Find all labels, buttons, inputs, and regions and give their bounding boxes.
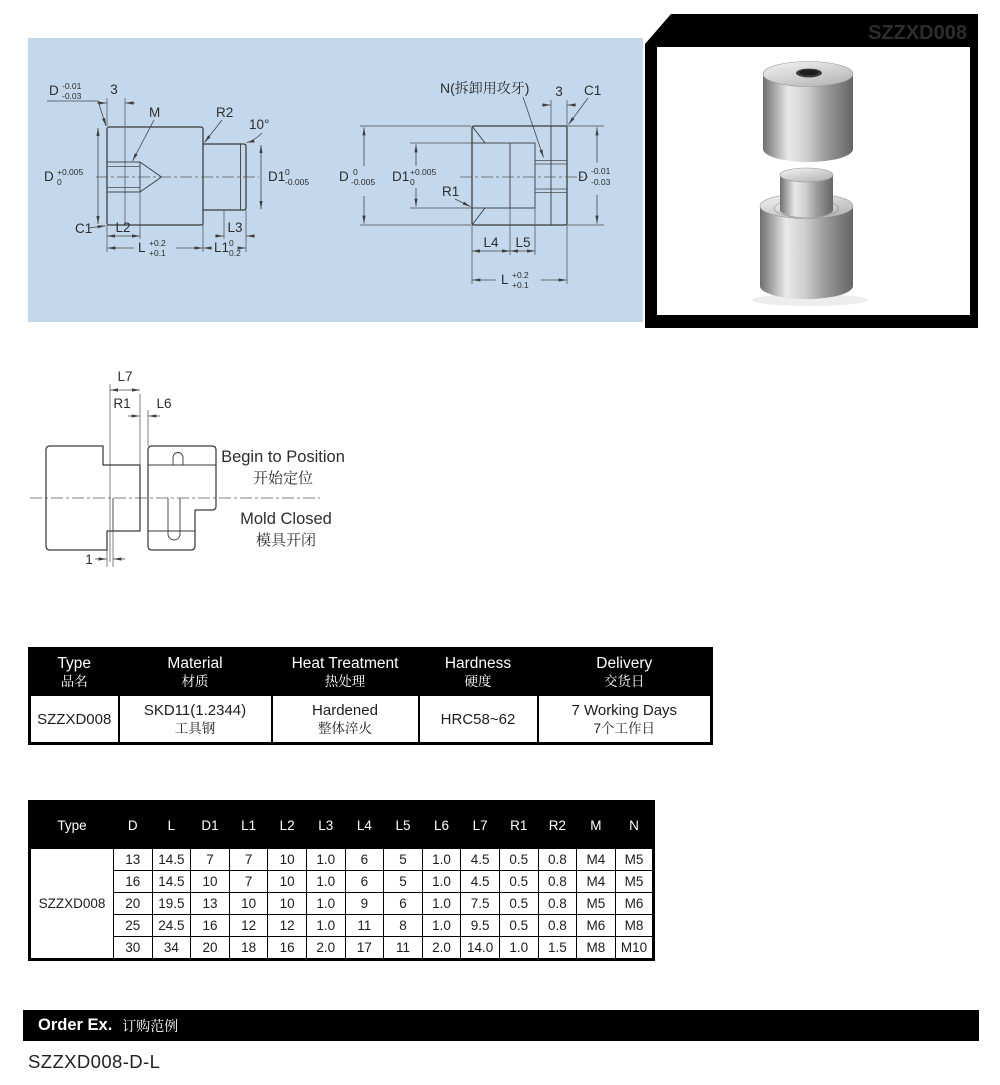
dim-cell: 7	[229, 849, 268, 871]
dim-cell: 2.0	[306, 937, 345, 960]
dim-row	[30, 937, 654, 960]
photo-top-cylinder	[763, 62, 853, 163]
dim-l7: L7	[117, 369, 133, 384]
dim-cell: 1.0	[306, 849, 345, 871]
dim-l1-sup: 0	[229, 238, 234, 248]
dim-d-collar-sub: -0.03	[62, 91, 82, 101]
dim-col-header: M	[577, 802, 616, 849]
dim-col-header: L1	[229, 802, 268, 849]
dim-n-note: N(拆卸用攻牙)	[440, 80, 530, 96]
dim-cell: 11	[345, 915, 384, 937]
right-section-view	[339, 80, 611, 290]
spec-col-material: Material 材质	[119, 649, 272, 696]
dim-l-right: L	[501, 272, 509, 287]
dim-cell: 13	[191, 893, 230, 915]
dim-l2: L2	[115, 220, 131, 235]
spec-col-hardness: Hardness 硬度	[419, 649, 538, 696]
dim-cell: 0.8	[538, 915, 577, 937]
dim-cell: 16	[191, 915, 230, 937]
dim-col-header: L4	[345, 802, 384, 849]
dim-row	[30, 893, 654, 915]
dim-cell: 10	[229, 893, 268, 915]
dim-d-od: D	[339, 169, 349, 184]
dim-cell: 1.0	[306, 893, 345, 915]
dim-cell: 1.0	[422, 849, 461, 871]
dim-col-header: L	[152, 802, 191, 849]
dim-col-header: L7	[461, 802, 500, 849]
dim-cell: 18	[229, 937, 268, 960]
dim-l5: L5	[515, 235, 531, 250]
section-views-drawing	[28, 38, 643, 322]
dim-r2: R2	[216, 105, 234, 120]
dim-table-body	[30, 849, 654, 960]
dim-cell: 4.5	[461, 871, 500, 893]
dim-c1: C1	[75, 221, 93, 236]
order-example-bar	[23, 1010, 979, 1041]
dim-header-row	[30, 802, 654, 849]
state1-label-zh: 开始定位	[252, 470, 314, 487]
dim-cell: 8	[384, 915, 423, 937]
dim-row	[30, 849, 654, 871]
dim-l-sub: +0.1	[149, 248, 166, 258]
dim-cell: 0.5	[499, 849, 538, 871]
dim-collar-width: 3	[110, 82, 118, 97]
dim-l1-sub: 0.2	[229, 248, 241, 258]
dim-cell: 13	[114, 849, 153, 871]
dim-cell: 25	[114, 915, 153, 937]
dim-d-collar: D	[49, 83, 59, 98]
spec-row	[30, 695, 712, 744]
dim-cell: M10	[615, 937, 654, 960]
dim-l3: L3	[227, 220, 243, 235]
dim-d1-bore: D1	[392, 169, 410, 184]
dim-cell: M6	[615, 893, 654, 915]
left-section-view	[44, 81, 309, 258]
dim-col-header: R2	[538, 802, 577, 849]
spec-col-delivery: Delivery 交货日	[538, 649, 712, 696]
product-photo-frame	[645, 14, 978, 328]
dim-cell: 9.5	[461, 915, 500, 937]
dim-l: L	[138, 240, 146, 255]
dim-cell: 1.0	[306, 915, 345, 937]
dim-thread: M	[149, 105, 161, 120]
dim-cell: 7	[229, 871, 268, 893]
dim-cell: M5	[615, 849, 654, 871]
dim-cell: 10	[268, 849, 307, 871]
dim-cell: 6	[345, 871, 384, 893]
dim-d-collar-sup: -0.01	[62, 81, 82, 91]
spec-hardness-value: HRC58~62	[419, 695, 538, 744]
state2-label-en: Mold Closed	[240, 510, 332, 528]
dim-cell: 0.5	[499, 893, 538, 915]
dim-cell: 10	[268, 871, 307, 893]
dim-cell: 0.5	[499, 915, 538, 937]
dim-angle: 10°	[249, 117, 270, 132]
dim-cell: 34	[152, 937, 191, 960]
dim-table-header	[30, 802, 654, 849]
dim-cell: 11	[384, 937, 423, 960]
technical-drawing-panel	[28, 38, 643, 322]
dim-cell: 2.0	[422, 937, 461, 960]
dim-d-collar-right-sub: -0.03	[591, 177, 611, 187]
dim-cell: 24.5	[152, 915, 191, 937]
dim-cell: 16	[114, 871, 153, 893]
dim-cell: 1.0	[499, 937, 538, 960]
order-label-en: Order Ex.	[38, 1016, 113, 1034]
photo-title: SZZXD008	[868, 22, 967, 44]
order-label-zh: 订购范例	[122, 1017, 179, 1034]
dim-cell: M5	[615, 871, 654, 893]
dim-cell: M6	[577, 915, 616, 937]
dim-cell: 9	[345, 893, 384, 915]
dim-d1-pin-sup: 0	[285, 167, 290, 177]
dim-cell: 14.0	[461, 937, 500, 960]
dim-cell: 30	[114, 937, 153, 960]
state2-label-zh: 模具开闭	[255, 532, 317, 549]
dim-col-header: L2	[268, 802, 307, 849]
dim-d-body: D	[44, 169, 54, 184]
dim-cell: 10	[268, 893, 307, 915]
product-photo	[645, 14, 978, 328]
dim-l-right-sup: +0.2	[512, 270, 529, 280]
dim-col-header: R1	[499, 802, 538, 849]
dim-cell: 16	[268, 937, 307, 960]
positioning-diagram	[18, 358, 398, 608]
dim-cell: 6	[384, 893, 423, 915]
dim-cell: 0.8	[538, 893, 577, 915]
dim-cell: 1.0	[422, 893, 461, 915]
dim-cell: 19.5	[152, 893, 191, 915]
dim-d-od-sub: -0.005	[351, 177, 376, 187]
dim-d-od-sup: 0	[353, 167, 358, 177]
dim-col-header: L3	[306, 802, 345, 849]
dim-cell: 20	[114, 893, 153, 915]
spec-material-value: SKD11(1.2344) 工具钢	[119, 695, 272, 744]
dim-l6: L6	[156, 396, 172, 411]
dim-cell: 6	[345, 849, 384, 871]
dim-d-body-sup: +0.005	[57, 167, 84, 177]
dim-cell: 12	[229, 915, 268, 937]
dim-col-header: Type	[30, 802, 114, 849]
dim-col-header: L6	[422, 802, 461, 849]
dim-cell: 14.5	[152, 871, 191, 893]
dim-cell: 1.5	[538, 937, 577, 960]
dim-cell: 0.8	[538, 871, 577, 893]
dim-cell: 5	[384, 871, 423, 893]
dim-cell: M5	[577, 893, 616, 915]
dim-cell: M8	[615, 915, 654, 937]
dim-cell: 20	[191, 937, 230, 960]
dim-d1-bore-sub: 0	[410, 177, 415, 187]
dim-d1-bore-sup: +0.005	[410, 167, 437, 177]
dim-l1: L1	[214, 240, 230, 255]
dim-cell: 0.5	[499, 871, 538, 893]
spec-col-type: Type 品名	[30, 649, 119, 696]
dim-col-header: D	[114, 802, 153, 849]
dim-l4: L4	[483, 235, 499, 250]
dim-width3: 3	[555, 84, 563, 99]
dim-cell: 5	[384, 849, 423, 871]
dim-d-collar-right-sup: -0.01	[591, 166, 611, 176]
dim-cell: 0.8	[538, 849, 577, 871]
spec-table-header	[30, 649, 712, 696]
dim-col-header: L5	[384, 802, 423, 849]
dim-row	[30, 915, 654, 937]
dim-cell: 4.5	[461, 849, 500, 871]
dim-cell: M8	[577, 937, 616, 960]
state1-label-en: Begin to Position	[221, 448, 345, 466]
dim-offset-1: 1	[85, 552, 93, 567]
dimensions-table	[28, 800, 655, 961]
dim-cell: M4	[577, 849, 616, 871]
spec-table	[28, 647, 713, 745]
order-code-example: SZZXD008-D-L	[28, 1051, 161, 1072]
dim-d1-pin-sub: -0.005	[285, 177, 310, 187]
dim-cell: 1.0	[306, 871, 345, 893]
dim-r1: R1	[113, 396, 131, 411]
spec-heat-value: Hardened 整体淬火	[272, 695, 419, 744]
dim-d-collar-right: D	[578, 169, 588, 184]
spec-col-heat: Heat Treatment 热处理	[272, 649, 419, 696]
dim-d-body-sub: 0	[57, 177, 62, 187]
dim-cell: 10	[191, 871, 230, 893]
dim-cell: 1.0	[422, 915, 461, 937]
dim-cell: 1.0	[422, 871, 461, 893]
dim-d1-pin: D1	[268, 169, 286, 184]
dim-row	[30, 871, 654, 893]
dim-c1-right: C1	[584, 83, 602, 98]
dim-cell: 7.5	[461, 893, 500, 915]
dim-type-cell: SZZXD008	[30, 849, 114, 960]
dim-r1-right: R1	[442, 184, 460, 199]
spec-delivery-value: 7 Working Days 7个工作日	[538, 695, 712, 744]
dim-cell: 7	[191, 849, 230, 871]
dim-cell: 17	[345, 937, 384, 960]
dim-l-sup: +0.2	[149, 238, 166, 248]
dim-col-header: N	[615, 802, 654, 849]
dim-cell: 14.5	[152, 849, 191, 871]
dim-cell: 12	[268, 915, 307, 937]
spec-type-value: SZZXD008	[30, 695, 119, 744]
dim-col-header: D1	[191, 802, 230, 849]
dim-l-right-sub: +0.1	[512, 280, 529, 290]
dim-cell: M4	[577, 871, 616, 893]
